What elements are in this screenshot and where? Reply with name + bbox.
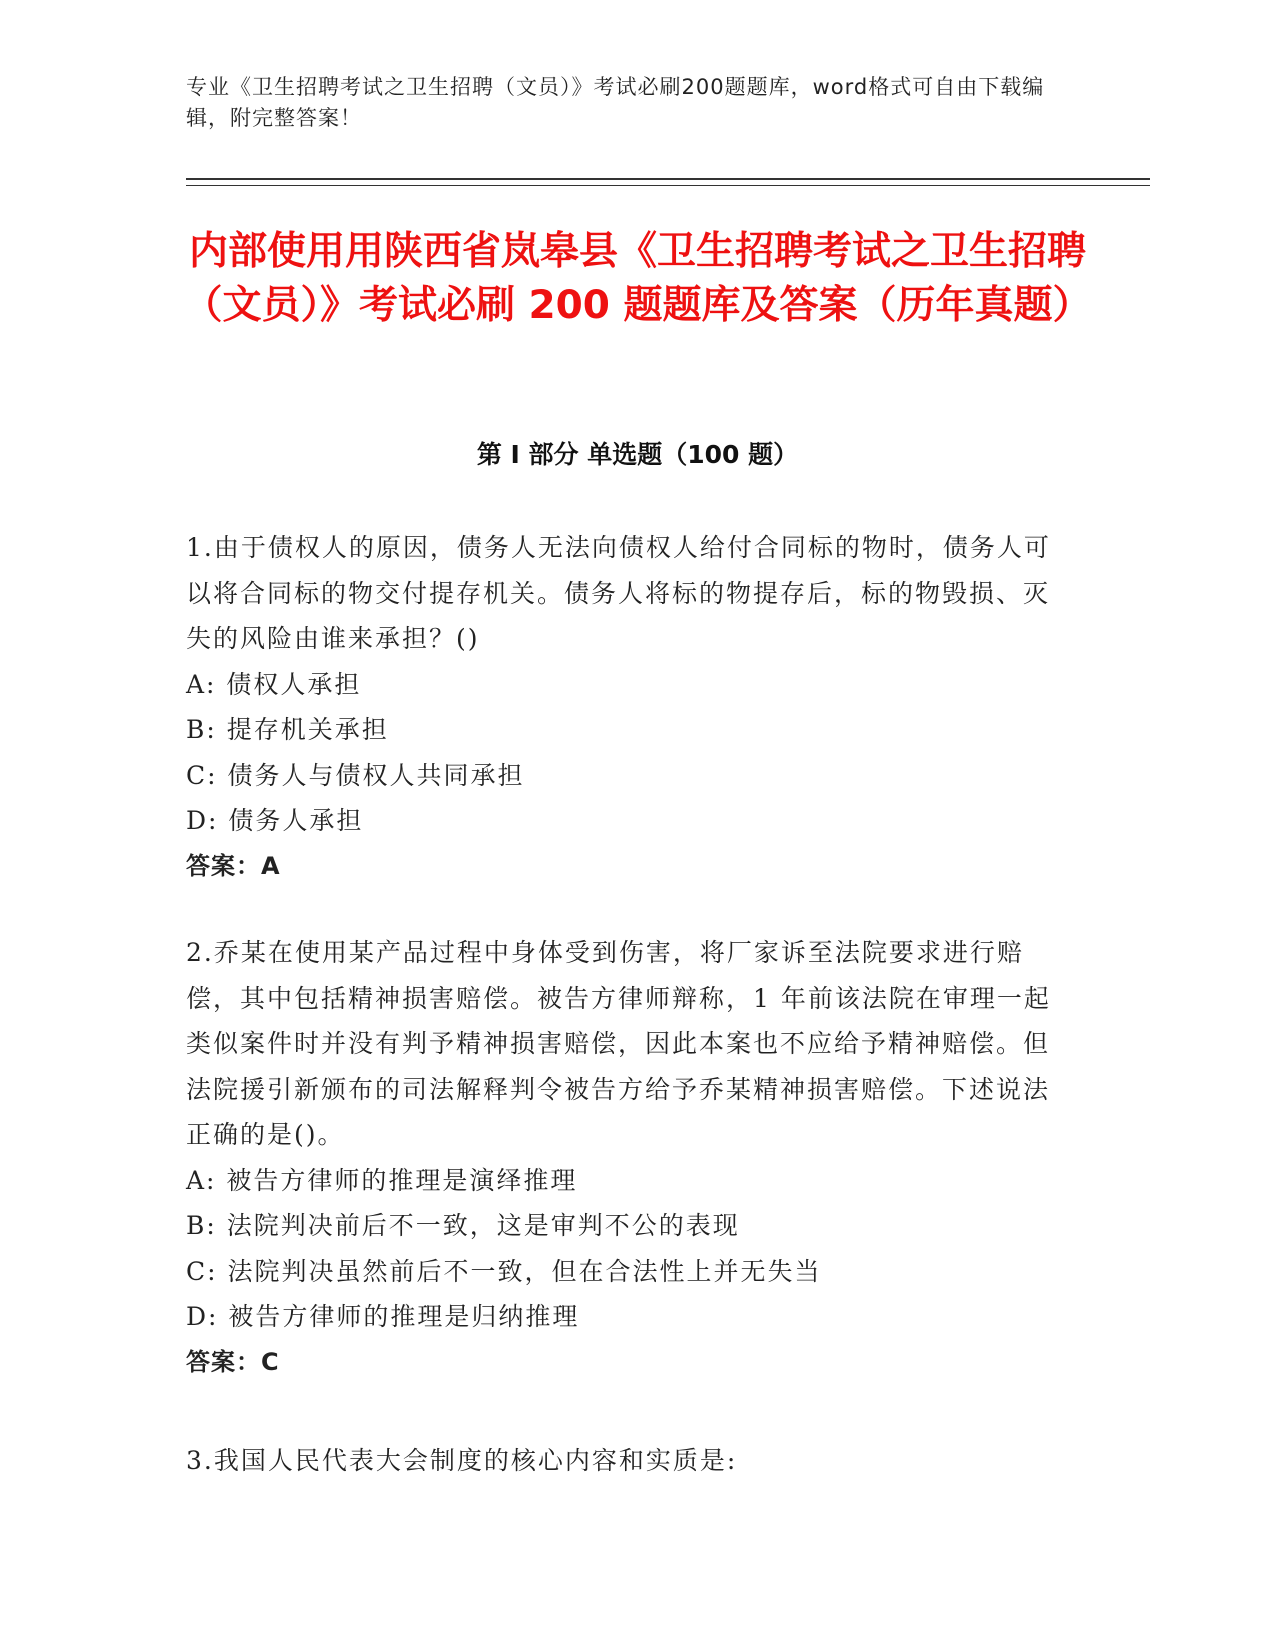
document-title: 内部使用用陕西省岚皋县《卫生招聘考试之卫生招聘（文员）》考试必刷 200 题题库及答案（历年真题） — [183, 229, 1092, 328]
option-a: A: 债权人承担 — [186, 669, 362, 699]
answer-label: 答案：C — [186, 1347, 280, 1376]
answer-label: 答案：A — [186, 851, 281, 880]
option-d: D: 被告方律师的推理是归纳推理 — [186, 1302, 580, 1331]
question-stem: 2.乔某在使用某产品过程中身体受到伤害，将厂家诉至法院要求进行赔偿，其中包括精神损害赔偿。被告方律师辩称，1 年前该法院在审理一起类似案件时并没有判予精神损害赔偿，因此本案也不应给予精神赔偿。但法院援引新颁布的司法解释判令被告方给予乔某精神损害赔偿。下述说法正确的是()。 — [186, 938, 1051, 1149]
option-b: B: 提存机关承担 — [186, 715, 389, 744]
header-divider-thick — [186, 178, 1150, 180]
question-3 — [186, 1438, 1066, 1484]
question-stem: 1.由于债权人的原因，债务人无法向债权人给付合同标的物时，债务人可以将合同标的物交付提存机关。债务人将标的物提存后，标的物毁损、灭失的风险由谁来承担？() — [186, 533, 1051, 653]
option-c: C: 债务人与债权人共同承担 — [186, 760, 525, 790]
question-2 — [186, 930, 1066, 1385]
header-divider-thin — [186, 185, 1150, 186]
option-c: C: 法院判决虽然前后不一致，但在合法性上并无失当 — [186, 1256, 822, 1286]
option-b: B: 法院判决前后不一致，这是审判不公的表现 — [186, 1211, 740, 1240]
option-a: A: 被告方律师的推理是演绎推理 — [186, 1165, 578, 1195]
section-title: 第 I 部分 单选题（100 题） — [476, 440, 799, 469]
question-stem: 3.我国人民代表大会制度的核心内容和实质是: — [186, 1446, 738, 1475]
option-d: D: 债务人承担 — [186, 806, 364, 835]
header-note: 专业《卫生招聘考试之卫生招聘（文员）》考试必刷200题题库，word格式可自由下载编辑，附完整答案！ — [186, 75, 1045, 130]
question-1 — [186, 525, 1066, 889]
